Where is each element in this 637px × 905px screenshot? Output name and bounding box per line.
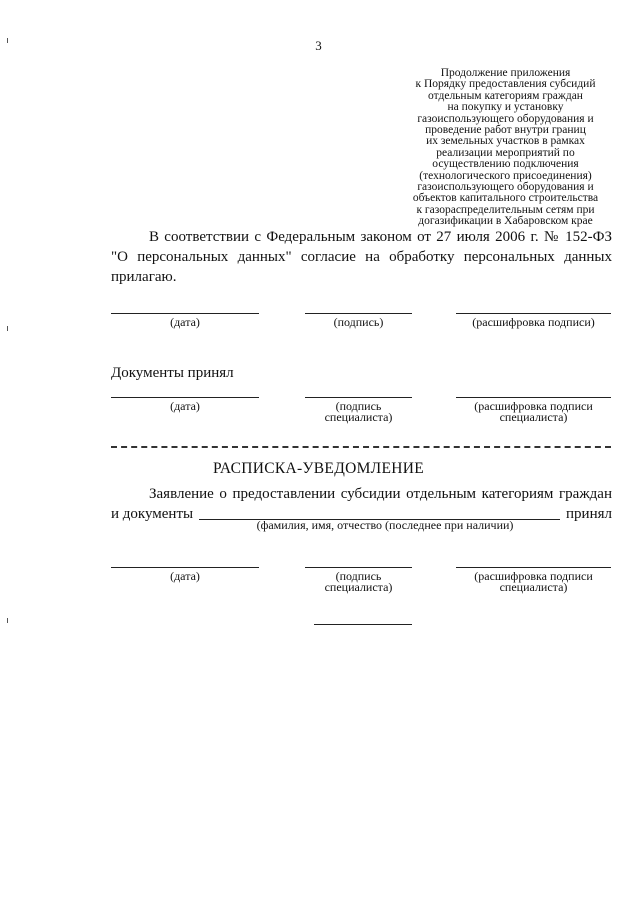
header-line: к газораспределительным сетям при	[416, 203, 595, 216]
consent-text: В соответствии с Федеральным законом от 27 июля 2006 г. № 152-ФЗ "О персональных данных" согласие на обработку персональных данных прилагаю.	[111, 229, 612, 285]
receipt-title: РАСПИСКА-УВЕДОМЛЕНИЕ	[213, 460, 424, 477]
caption-line: специалиста)	[324, 580, 393, 594]
specialist-decoding-line[interactable]	[456, 567, 611, 568]
caption-line: (подпись	[335, 399, 382, 413]
appendix-header	[393, 68, 618, 228]
header-line: объектов капитального строительства	[412, 192, 599, 205]
specialist-signature-line[interactable]	[305, 397, 412, 398]
signature-line[interactable]	[305, 313, 412, 314]
specialist-signature-line[interactable]	[305, 567, 412, 568]
caption-line: специалиста)	[324, 410, 393, 424]
date-line[interactable]	[111, 397, 259, 398]
specialist-decoding-line[interactable]	[456, 397, 611, 398]
statement-line-1: Заявление о предоставлении субсидии отдельным категориям граждан	[149, 486, 612, 502]
caption-line: специалиста)	[499, 410, 568, 424]
signature-caption: (подпись)	[333, 315, 384, 329]
header-line: осуществлению подключения	[432, 158, 579, 171]
signature-decoding-caption: (расшифровка подписи)	[472, 315, 595, 329]
header-line: на покупку и установку	[447, 101, 564, 114]
specialist-decoding-caption	[446, 571, 621, 593]
statement-end: принял	[566, 506, 612, 522]
scan-speck	[7, 326, 8, 331]
applicant-name-caption: (фамилия, имя, отчество (последнее при наличии)	[256, 518, 514, 532]
header-line: (технологического присоединения)	[419, 169, 592, 182]
header-line: газоиспользующего оборудования и	[417, 181, 594, 194]
caption-line: (расшифровка подписи	[474, 399, 593, 413]
header-line: их земельных участков в рамках	[426, 135, 585, 148]
header-line: газоиспользующего оборудования и	[417, 112, 594, 125]
caption-line: специалиста)	[499, 580, 568, 594]
caption-line: (расшифровка подписи	[474, 569, 593, 583]
date-caption: (дата)	[170, 399, 200, 413]
date-caption: (дата)	[170, 315, 200, 329]
specialist-decoding-caption	[446, 401, 621, 423]
date-line[interactable]	[111, 567, 259, 568]
scan-speck	[7, 618, 8, 623]
signature-decoding-line[interactable]	[456, 313, 611, 314]
consent-paragraph	[111, 227, 612, 287]
header-line: реализации мероприятий по	[436, 146, 575, 159]
header-line: отдельным категориям граждан	[428, 89, 583, 102]
scan-speck	[7, 38, 8, 43]
specialist-signature-caption	[295, 571, 422, 593]
header-line: проведение работ внутри границ	[425, 124, 586, 137]
header-line: Продолжение приложения	[440, 67, 571, 79]
caption-line: (подпись	[335, 569, 382, 583]
documents-received-label: Документы принял	[111, 365, 234, 381]
specialist-signature-caption	[295, 401, 422, 423]
cut-line-divider	[111, 446, 611, 448]
header-line: к Порядку предоставления субсидий	[415, 78, 596, 91]
statement-start: и документы	[111, 506, 194, 522]
date-caption: (дата)	[170, 569, 200, 583]
header-line: догазификации в Хабаровском крае	[418, 215, 593, 228]
closing-line	[314, 624, 412, 625]
date-line[interactable]	[111, 313, 259, 314]
page-number: 3	[315, 38, 322, 53]
